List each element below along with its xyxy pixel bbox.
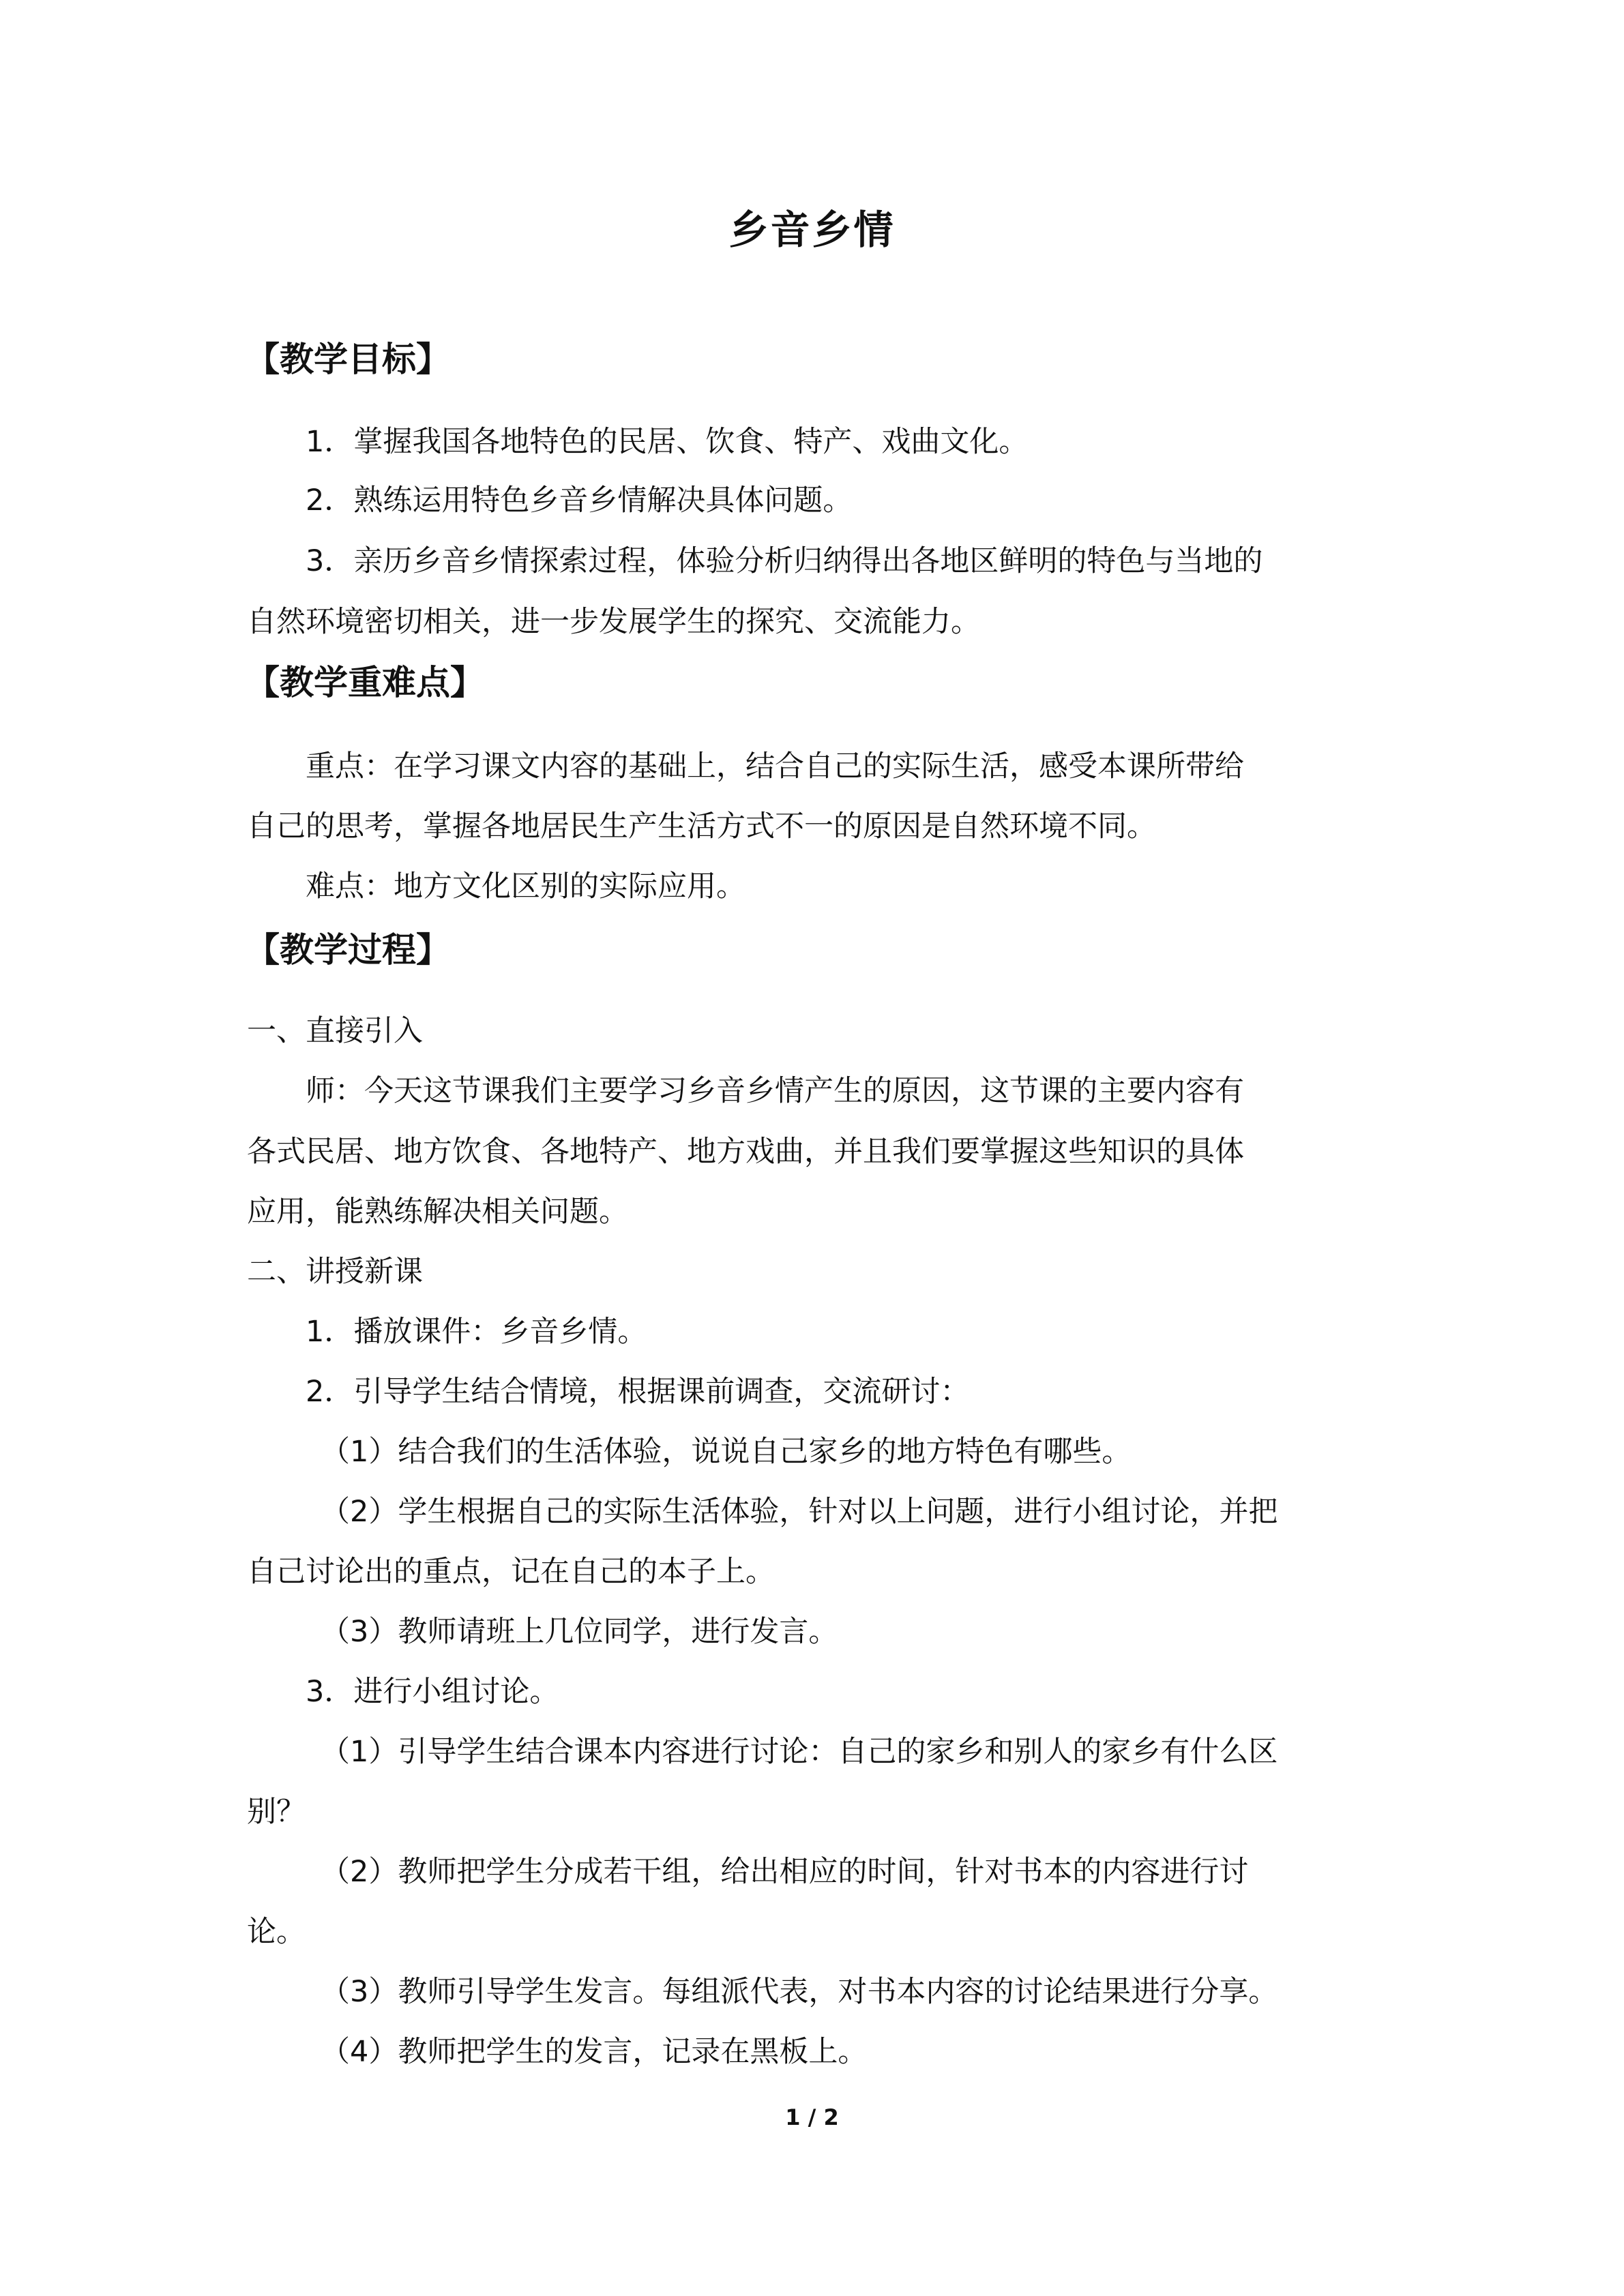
- process-line: （1）结合我们的生活体验，说说自己家乡的地方特色有哪些。: [321, 1435, 1132, 1469]
- key-point-line: 重点：在学习课文内容的基础上，结合自己的实际生活，感受本课所带给: [306, 749, 1244, 784]
- difficult-point-line: 难点：地方文化区别的实际应用。: [306, 869, 745, 904]
- process-line: 3．进行小组讨论。: [306, 1675, 559, 1709]
- objective-item-3: 3．亲历乡音乡情探索过程，体验分析归纳得出各地区鲜明的特色与当地的: [306, 544, 1263, 578]
- process-line: （3）教师引导学生发言。每组派代表，对书本内容的讨论结果进行分享。: [321, 1975, 1278, 2009]
- process-line: 应用，能熟练解决相关问题。: [247, 1195, 628, 1229]
- objective-item-2: 2．熟练运用特色乡音乡情解决具体问题。: [306, 483, 853, 518]
- process-line: 一、直接引入: [247, 1014, 423, 1048]
- process-line: （3）教师请班上几位同学，进行发言。: [321, 1615, 838, 1649]
- process-line: （2）教师把学生分成若干组，给出相应的时间，针对书本的内容进行讨: [321, 1855, 1249, 1889]
- process-line: 2．引导学生结合情境，根据课前调查，交流研讨：: [306, 1375, 970, 1409]
- section-heading-key-points: 【教学重难点】: [246, 663, 484, 702]
- process-line: （2）学生根据自己的实际生活体验，针对以上问题，进行小组讨论，并把: [321, 1495, 1278, 1529]
- process-line: 自己讨论出的重点，记在自己的本子上。: [247, 1555, 775, 1589]
- objective-item-3-continued: 自然环境密切相关，进一步发展学生的探究、交流能力。: [247, 605, 980, 639]
- section-heading-objectives: 【教学目标】: [246, 340, 450, 379]
- page-number: 1 / 2: [785, 2104, 839, 2130]
- process-line: （4）教师把学生的发言，记录在黑板上。: [321, 2035, 868, 2069]
- section-heading-process: 【教学过程】: [246, 930, 450, 970]
- process-line: 师：今天这节课我们主要学习乡音乡情产生的原因，这节课的主要内容有: [306, 1074, 1244, 1108]
- objective-item-1: 1．掌握我国各地特色的民居、饮食、特产、戏曲文化。: [306, 425, 1029, 459]
- key-point-line-continued: 自己的思考，掌握各地居民生产生活方式不一的原因是自然环境不同。: [247, 809, 1156, 844]
- process-line: 别？: [247, 1795, 306, 1829]
- process-line: 论。: [247, 1915, 306, 1949]
- process-line: 各式民居、地方饮食、各地特产、地方戏曲，并且我们要掌握这些知识的具体: [247, 1135, 1244, 1169]
- process-line: （1）引导学生结合课本内容进行讨论：自己的家乡和别人的家乡有什么区: [321, 1735, 1278, 1769]
- document-title: 乡音乡情: [728, 207, 896, 253]
- process-line: 1．播放课件：乡音乡情。: [306, 1315, 647, 1349]
- process-line: 二、讲授新课: [247, 1255, 423, 1289]
